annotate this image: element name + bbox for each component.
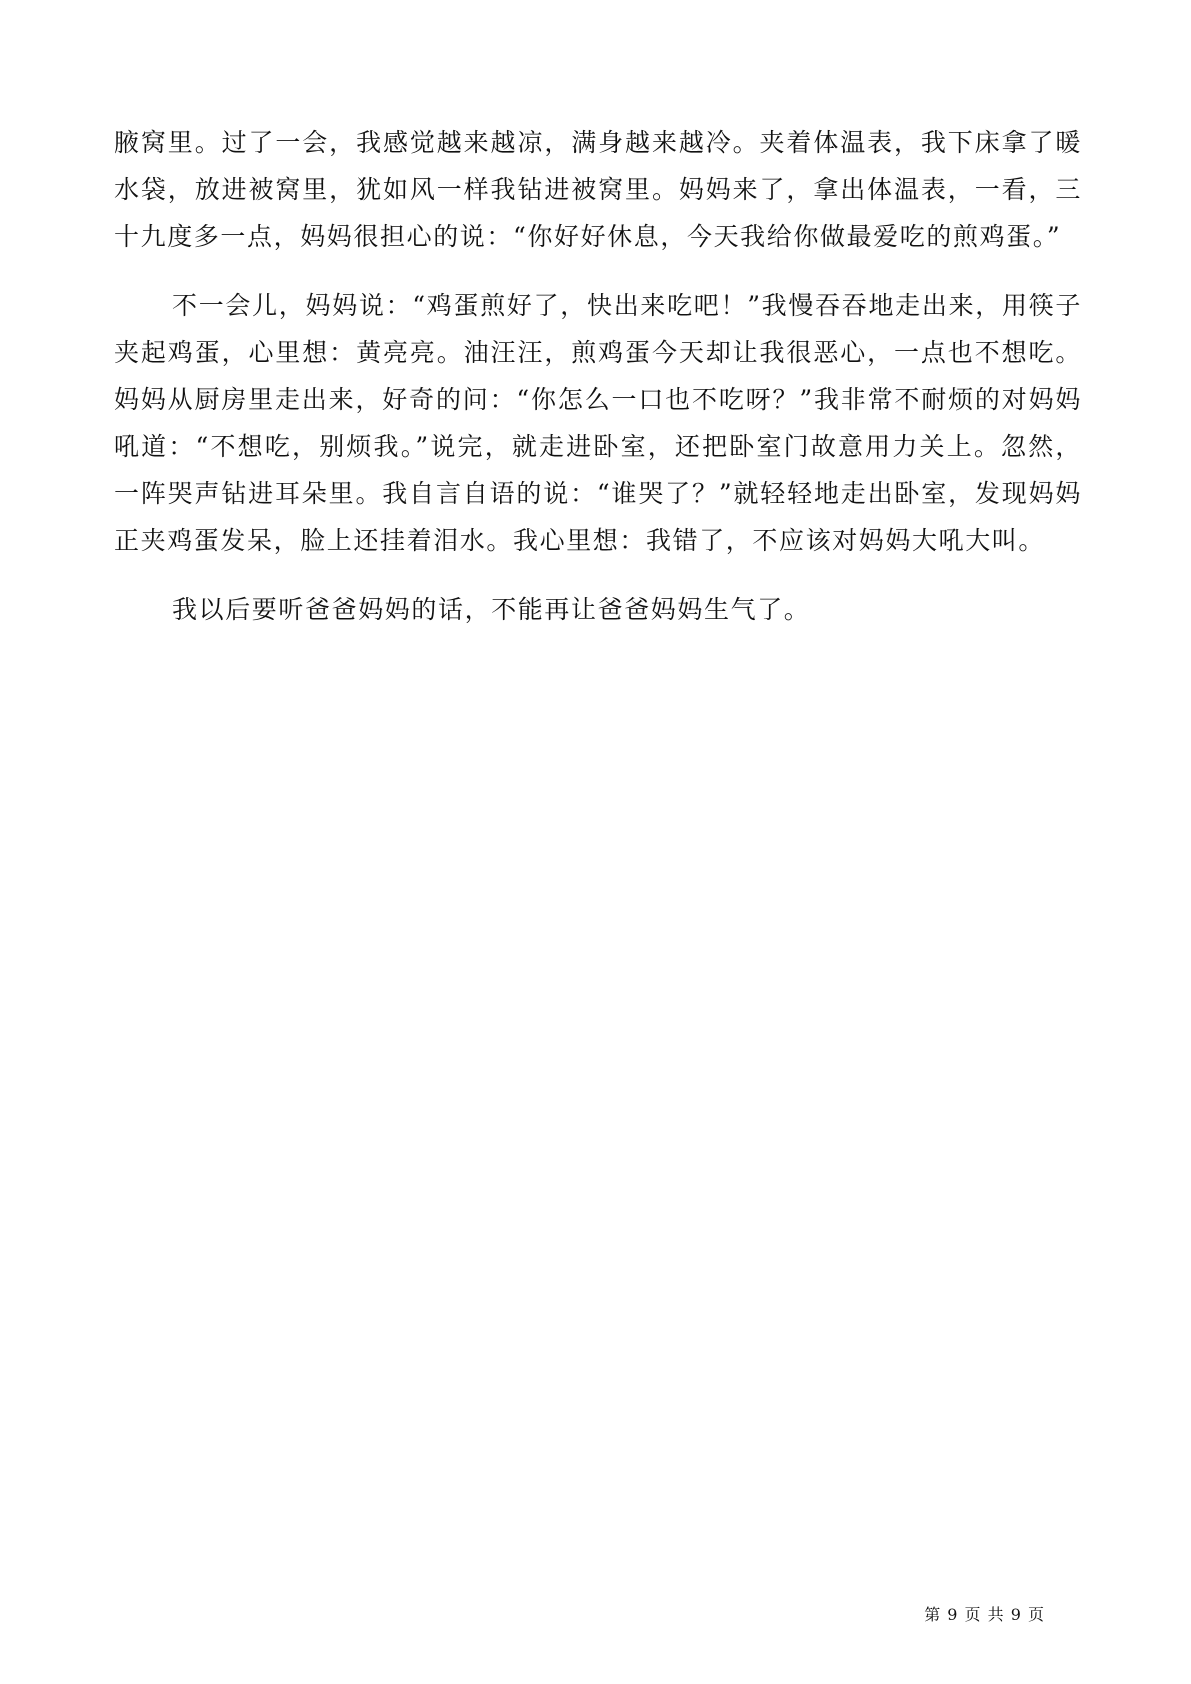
page-number-footer: 第 9 页 共 9 页 <box>924 1605 1045 1624</box>
paragraph-egg-scene: 不一会儿，妈妈说：“鸡蛋煎好了，快出来吃吧！”我慢吞吞地走出来，用筷子夹起鸡蛋，心里想：黄亮亮。油汪汪，煎鸡蛋今天却让我很恶心，一点也不想吃。妈妈从厨房里走出来，好奇的问：“你怎么一口也不吃呀？”我非常不耐烦的对妈妈吼道：“不想吃，别烦我。”说完，就走进卧室，还把卧室门故意用力关上。忽然，一阵哭声钻进耳朵里。我自言自语的说：“谁哭了？”就轻轻地走出卧室，发现妈妈正夹鸡蛋发呆，脸上还挂着泪水。我心里想：我错了，不应该对妈妈大吼大叫。 <box>114 291 1082 555</box>
paragraph-conclusion: 我以后要听爸爸妈妈的话，不能再让爸爸妈妈生气了。 <box>172 595 811 624</box>
document-body <box>114 119 1082 633</box>
paragraph-continued: 腋窝里。过了一会，我感觉越来越凉，满身越来越冷。夹着体温表，我下床拿了暖水袋，放进被窝里，犹如风一样我钻进被窝里。妈妈来了，拿出体温表，一看，三十九度多一点，妈妈很担心的说：“你好好休息，今天我给你做最爱吃的煎鸡蛋。” <box>114 128 1082 251</box>
